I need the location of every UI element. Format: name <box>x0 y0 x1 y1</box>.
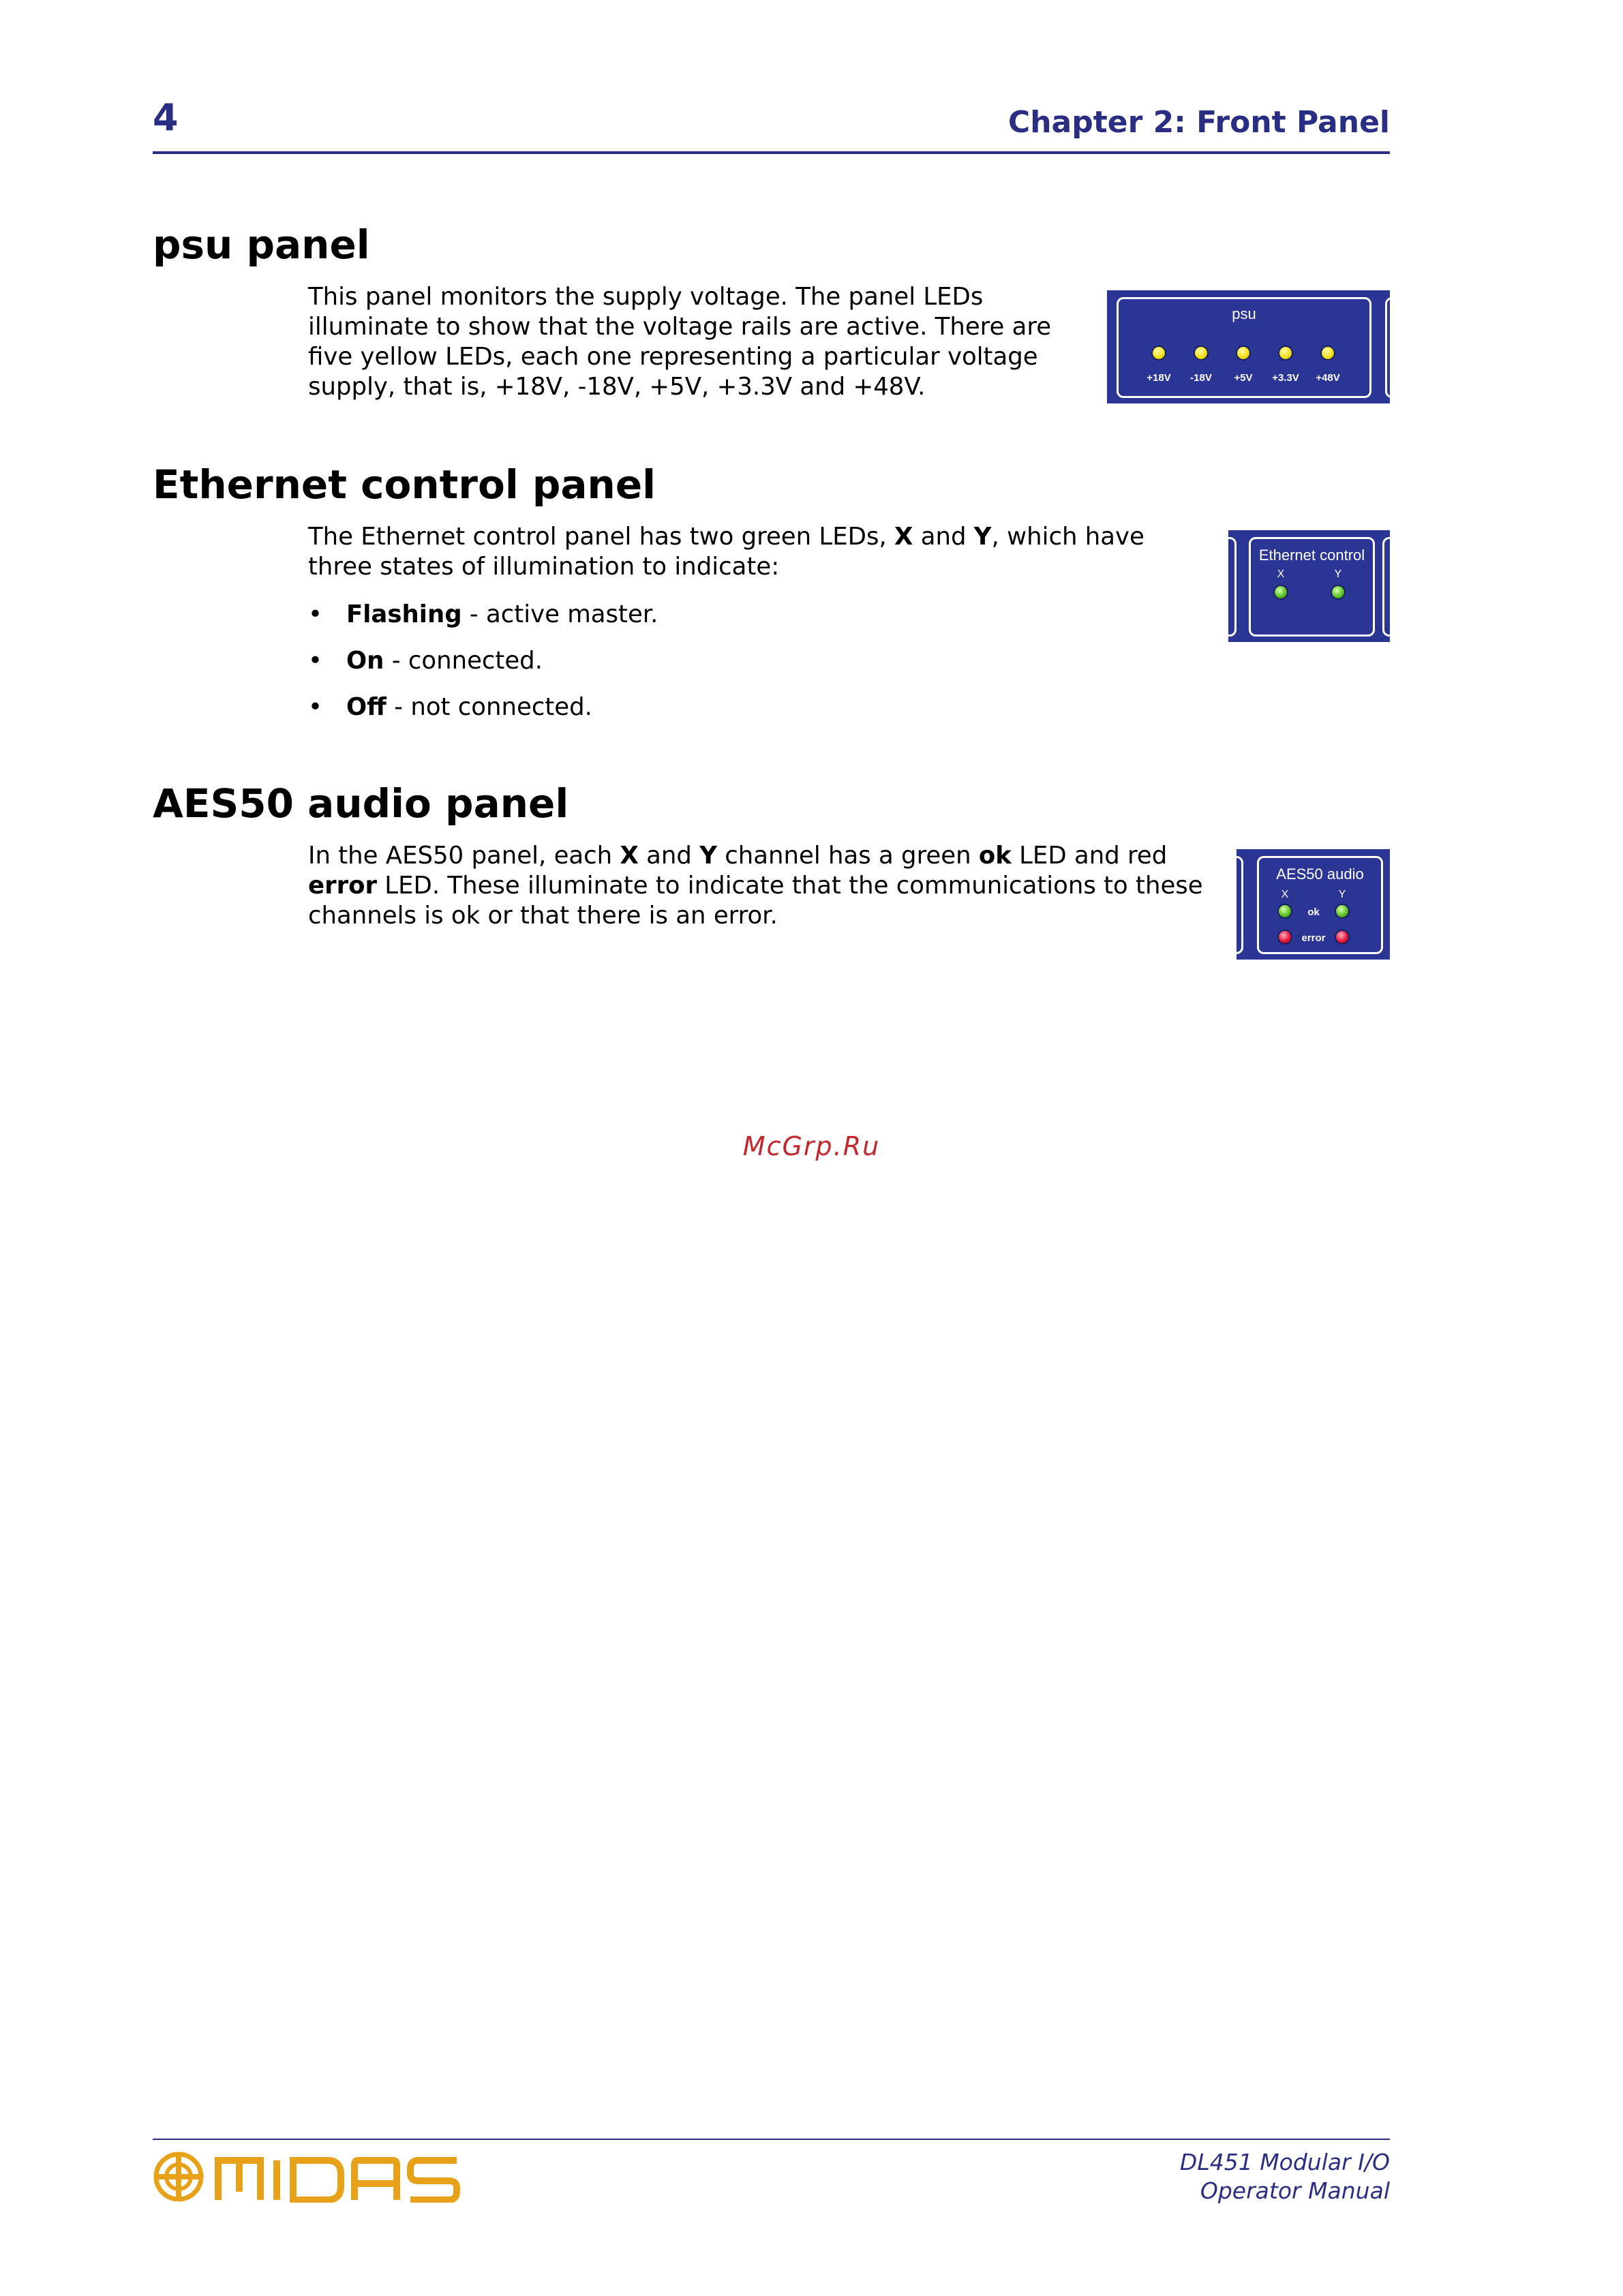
midas-logo <box>153 2151 461 2203</box>
text-line: supply, that is, +18V, -18V, +5V, +3.3V and +48V. <box>308 373 926 401</box>
text-line: three states of illumination to indicate: <box>308 553 780 581</box>
bullet-glyph: • <box>308 600 322 628</box>
text-run: The Ethernet control panel has two green LEDs, <box>308 523 895 551</box>
led-3v3 <box>1278 346 1293 361</box>
error-led-label: error <box>1301 932 1326 944</box>
header-rule <box>153 151 1390 154</box>
text-line: This panel monitors the supply voltage. The panel LEDs <box>308 283 984 311</box>
bullet-desc: - not connected. <box>386 693 592 721</box>
x-label: X <box>620 842 639 870</box>
watermark: McGrp.Ru <box>742 1131 881 1161</box>
led-label: +18V <box>1147 372 1171 384</box>
text-line: illuminate to show that the voltage rails are active. There are <box>308 313 1052 341</box>
led-ok-y <box>1335 904 1350 919</box>
led-label: +3.3V <box>1272 372 1299 384</box>
led-label: -18V <box>1190 372 1212 384</box>
led-18v-positive <box>1151 346 1166 361</box>
led-x <box>1273 585 1288 600</box>
y-channel-label: Y <box>1334 568 1342 580</box>
ethernet-heading: Ethernet control panel <box>153 461 656 508</box>
psu-panel-title: psu <box>1232 305 1256 322</box>
ethernet-description <box>308 522 1144 582</box>
text-run: In the AES50 panel, each <box>308 842 620 870</box>
text-run: LED. These illuminate to indicate that the communications to these <box>377 872 1203 900</box>
adjacent-panel-frame <box>1228 537 1237 637</box>
adjacent-panel-frame <box>1382 537 1390 637</box>
text-run: and <box>913 523 974 551</box>
text-line: five yellow LEDs, each one representing a particular voltage <box>308 343 1038 371</box>
bullet-glyph: • <box>308 693 322 721</box>
bullet-term: On <box>346 647 384 675</box>
text-run: , which have <box>991 523 1144 551</box>
text-line: channels is ok or that there is an error. <box>308 902 778 930</box>
led-error-x <box>1277 930 1292 945</box>
footer-rule <box>153 2139 1390 2140</box>
bullet-glyph: • <box>308 647 322 675</box>
bullet-desc: - active master. <box>461 600 658 628</box>
bullet-item <box>308 646 543 676</box>
chapter-title: Chapter 2: Front Panel <box>1007 105 1390 140</box>
ok-led-label: ok <box>1307 906 1320 918</box>
text-line <box>308 522 1144 552</box>
page-number: 4 <box>153 96 179 139</box>
x-channel-label: X <box>1277 568 1285 580</box>
bullet-term: Off <box>346 693 386 721</box>
led-ok-x <box>1277 904 1292 919</box>
midas-logo-icon <box>153 2151 461 2203</box>
led-48v <box>1320 346 1335 361</box>
x-label: X <box>894 523 913 551</box>
y-label: Y <box>699 842 717 870</box>
led-18v-negative <box>1194 346 1209 361</box>
aes50-panel-image <box>1237 849 1390 960</box>
ethernet-panel-title: Ethernet control <box>1258 547 1365 564</box>
psu-heading: psu panel <box>153 221 370 268</box>
y-label: Y <box>973 523 992 551</box>
footer-product: DL451 Modular I/O <box>1179 2149 1390 2175</box>
text-line <box>308 841 1203 871</box>
footer-manual: Operator Manual <box>1200 2177 1390 2204</box>
error-label: error <box>308 872 377 900</box>
bullet-term: Flashing <box>346 600 462 628</box>
x-channel-label: X <box>1281 889 1289 900</box>
text-run: and <box>638 842 700 870</box>
text-run: channel has a green <box>716 842 979 870</box>
led-label: +48V <box>1316 372 1340 384</box>
psu-panel-image <box>1107 290 1390 403</box>
bullet-item <box>308 692 592 722</box>
psu-description <box>308 282 1051 402</box>
y-channel-label: Y <box>1338 889 1346 900</box>
text-line <box>308 871 1203 901</box>
aes50-description <box>308 841 1203 931</box>
led-error-y <box>1335 930 1350 945</box>
bullet-item <box>308 600 658 630</box>
led-5v <box>1236 346 1251 361</box>
ethernet-panel-image <box>1228 530 1390 642</box>
aes50-panel-title: AES50 audio <box>1276 866 1364 883</box>
adjacent-panel-frame <box>1385 297 1390 398</box>
adjacent-panel-frame <box>1237 856 1243 954</box>
text-run: LED and red <box>1011 842 1168 870</box>
led-y <box>1331 585 1346 600</box>
led-label: +5V <box>1234 372 1253 384</box>
bullet-desc: - connected. <box>384 647 543 675</box>
aes50-heading: AES50 audio panel <box>153 780 569 827</box>
ok-label: ok <box>978 842 1012 870</box>
